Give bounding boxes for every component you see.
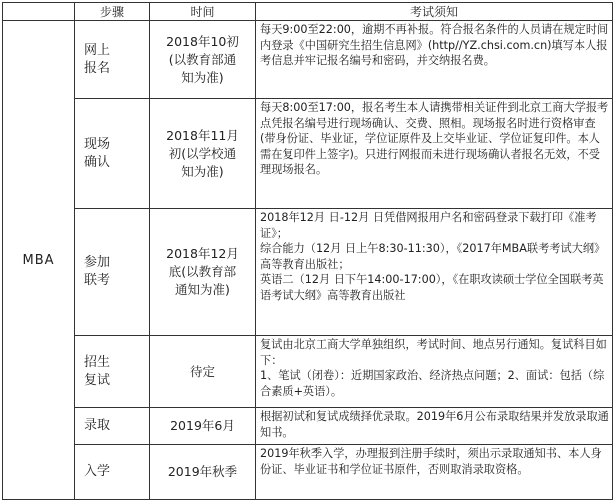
- program-cell: MBA: [3, 21, 75, 500]
- table-row: [3, 99, 613, 209]
- header-step: 步骤: [75, 3, 150, 21]
- step-cell: 网上 报名: [75, 21, 150, 99]
- table-row: [3, 445, 613, 500]
- time-cell: 2019年秋季: [150, 445, 256, 500]
- step-cell: 入学: [75, 445, 150, 500]
- notice-cell: 每天8:00至17:00，报名考生本人请携带相关证件到北京工商大学报考点凭报名编号进行现场确认、交费、照相。现场报名时进行资格审查(带身份证、毕业证，学位证原件及上交毕业证、学位证复印件。本人需在复印件上签字)。只进行网报而未进行现场确认者报名无效，不受理现场报名。: [256, 99, 613, 209]
- table-row: [3, 408, 613, 445]
- table-row: [3, 336, 613, 408]
- step-cell: 招生 复试: [75, 336, 150, 408]
- time-cell: 2018年12月 底(以教育部 通知为准): [150, 209, 256, 336]
- table-row: [3, 209, 613, 336]
- exam-schedule-table: [2, 2, 613, 500]
- header-notice: 考试须知: [256, 3, 613, 21]
- time-cell: 待定: [150, 336, 256, 408]
- step-cell: 参加 联考: [75, 209, 150, 336]
- step-cell: 现场 确认: [75, 99, 150, 209]
- table-row: [3, 21, 613, 99]
- header-time: 时间: [150, 3, 256, 21]
- time-cell: 2019年6月: [150, 408, 256, 445]
- notice-cell: 根据初试和复试成绩择优录取。2019年6月公布录取结果并发放录取通知书。: [256, 408, 613, 445]
- header-row: [3, 3, 613, 21]
- notice-cell: 每天9:00至22:00，逾期不再补报。符合报名条件的人员请在规定时间内登录《中国研究生招生信息网》(http//YZ.chsi.com.cn)填写本人报考信息并牢记报名编号和密码，并交纳报名费。: [256, 21, 613, 99]
- time-cell: 2018年10初 (以教育部通 知为准): [150, 21, 256, 99]
- step-cell: 录取: [75, 408, 150, 445]
- header-program: [3, 3, 75, 21]
- time-cell: 2018年11月 初(以学校通 知为准): [150, 99, 256, 209]
- notice-cell: 2019年秋季入学，办理报到注册手续时，须出示录取通知书、本人身份证、毕业证书和学位证书原件，否则取消录取资格。: [256, 445, 613, 500]
- notice-cell: 复试由北京工商大学单独组织，考试时间、地点另行通知。复试科目如下： 1、笔试（闭卷）：近期国家政治、经济热点问题；2、面试：包括（综合素质+英语）。: [256, 336, 613, 408]
- notice-cell: 2018年12月 日-12月 日凭借网报用户名和密码登录下载打印《准考证》； 综合能力（12月 日上午8:30-11:30），《2017年MBA联考考试大纲》高等教育出版社； 英语二（12月 日下午14:00-17:00），《在职攻读硕士学位全国联考英语考试大纲》高等教育出版社: [256, 209, 613, 336]
